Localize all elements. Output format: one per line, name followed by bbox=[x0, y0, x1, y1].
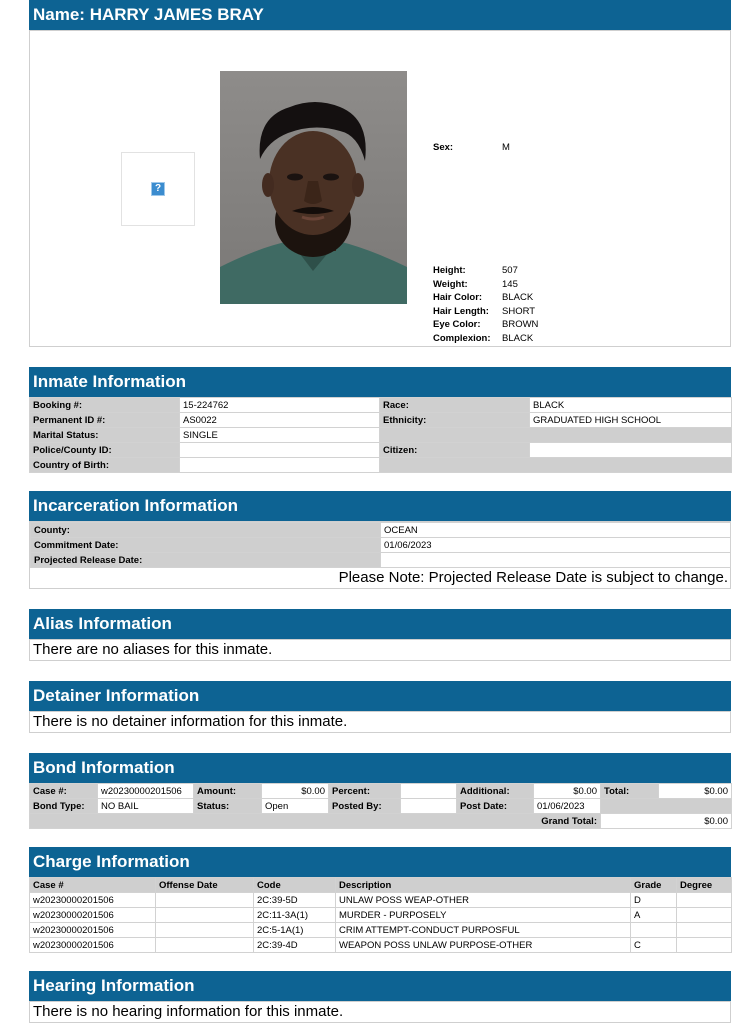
bond-amount-value: $0.00 bbox=[262, 784, 329, 799]
table-row bbox=[30, 458, 732, 473]
hearing-message: There is no hearing information for this inmate. bbox=[29, 1001, 731, 1023]
name-label: Name: bbox=[33, 5, 85, 24]
bond-percent-value bbox=[401, 784, 457, 799]
police-id-value bbox=[180, 443, 380, 458]
release-date-label: Projected Release Date: bbox=[31, 553, 381, 568]
broken-image-icon: ? bbox=[151, 182, 165, 196]
table-row bbox=[30, 799, 732, 814]
bond-additional-value: $0.00 bbox=[534, 784, 601, 799]
inmate-info-header: Inmate Information bbox=[29, 367, 731, 397]
grand-total-value: $0.00 bbox=[601, 814, 732, 829]
table-row bbox=[30, 413, 732, 428]
bond-post-date-value: 01/06/2023 bbox=[534, 799, 601, 814]
col-header-case: Case # bbox=[30, 878, 156, 893]
release-date-value bbox=[381, 553, 731, 568]
table-row: w20230000201506 2C:39-5D UNLAW POSS WEAP-OTHER D bbox=[30, 893, 732, 908]
marital-status-label: Marital Status: bbox=[30, 428, 180, 443]
citizen-label: Citizen: bbox=[380, 443, 530, 458]
hair-color-row: Hair Color: BLACK bbox=[433, 292, 534, 304]
bond-type-value: NO BAIL bbox=[98, 799, 194, 814]
table-row: w20230000201506 2C:5-1A(1) CRIM ATTEMPT-CONDUCT PURPOSFUL bbox=[30, 923, 732, 938]
physical-description bbox=[433, 264, 633, 346]
name-header bbox=[29, 0, 731, 30]
photo-placeholder bbox=[121, 152, 195, 226]
booking-label: Booking #: bbox=[30, 398, 180, 413]
table-row: w20230000201506 2C:11-3A(1) MURDER - PURPOSELY A bbox=[30, 908, 732, 923]
country-of-birth-label: Country of Birth: bbox=[30, 458, 180, 473]
table-row: w20230000201506 2C:39-4D WEAPON POSS UNLAW PURPOSE-OTHER C bbox=[30, 938, 732, 953]
commitment-date-label: Commitment Date: bbox=[31, 538, 381, 553]
police-id-label: Police/County ID: bbox=[30, 443, 180, 458]
charge-table bbox=[29, 877, 731, 953]
release-note: Please Note: Projected Release Date is subject to change. bbox=[338, 569, 728, 586]
bond-percent-label: Percent: bbox=[329, 784, 401, 799]
grand-total-label: Grand Total: bbox=[30, 814, 601, 829]
table-row bbox=[31, 538, 731, 553]
sex-label: Sex: bbox=[433, 142, 454, 153]
bond-status-label: Status: bbox=[194, 799, 262, 814]
bond-total-value: $0.00 bbox=[659, 784, 732, 799]
ethnicity-value: GRADUATED HIGH SCHOOL bbox=[530, 413, 732, 428]
bond-header: Bond Information bbox=[29, 753, 731, 783]
hair-length-row: Hair Length: SHORT bbox=[433, 305, 536, 317]
booking-value: 15-224762 bbox=[180, 398, 380, 413]
bond-posted-by-value bbox=[401, 799, 457, 814]
inmate-info-table bbox=[29, 397, 731, 473]
bond-amount-label: Amount: bbox=[194, 784, 262, 799]
sex-value: M bbox=[502, 142, 510, 153]
bond-posted-by-label: Posted By: bbox=[329, 799, 401, 814]
detainer-message: There is no detainer information for this inmate. bbox=[29, 711, 731, 733]
country-of-birth-value bbox=[180, 458, 380, 473]
bond-status-value: Open bbox=[262, 799, 329, 814]
col-header-description: Description bbox=[336, 878, 631, 893]
race-value: BLACK bbox=[530, 398, 732, 413]
bond-additional-label: Additional: bbox=[457, 784, 534, 799]
incarceration-panel bbox=[29, 521, 731, 589]
charge-header: Charge Information bbox=[29, 847, 731, 877]
marital-status-value: SINGLE bbox=[180, 428, 380, 443]
inmate-name: HARRY JAMES BRAY bbox=[89, 5, 264, 24]
table-row bbox=[30, 784, 732, 799]
col-header-degree: Degree bbox=[677, 878, 732, 893]
blank-cell bbox=[380, 458, 732, 473]
mugshot-photo bbox=[220, 71, 407, 304]
weight-row: Weight: 145 bbox=[433, 278, 518, 290]
table-row bbox=[30, 443, 732, 458]
blank-cell bbox=[380, 428, 732, 443]
complexion-row: Complexion: BLACK bbox=[433, 332, 534, 344]
table-row bbox=[30, 814, 732, 829]
alias-message: There are no aliases for this inmate. bbox=[29, 639, 731, 661]
commitment-date-value: 01/06/2023 bbox=[381, 538, 731, 553]
bond-case-value: w20230000201506 bbox=[98, 784, 194, 799]
sex-field bbox=[433, 141, 510, 155]
alias-header: Alias Information bbox=[29, 609, 731, 639]
eye-color-row: Eye Color: BROWN bbox=[433, 319, 539, 331]
table-row bbox=[30, 398, 732, 413]
ethnicity-label: Ethnicity: bbox=[380, 413, 530, 428]
county-label: County: bbox=[31, 523, 381, 538]
blank-cell bbox=[601, 799, 732, 814]
table-row bbox=[30, 428, 732, 443]
table-row bbox=[31, 523, 731, 538]
detainer-header: Detainer Information bbox=[29, 681, 731, 711]
table-row bbox=[31, 553, 731, 568]
bond-type-label: Bond Type: bbox=[30, 799, 98, 814]
col-header-offense-date: Offense Date bbox=[156, 878, 254, 893]
bond-total-label: Total: bbox=[601, 784, 659, 799]
incarceration-header: Incarceration Information bbox=[29, 491, 731, 521]
permanent-id-label: Permanent ID #: bbox=[30, 413, 180, 428]
bond-table bbox=[29, 783, 731, 829]
col-header-code: Code bbox=[254, 878, 336, 893]
hearing-header: Hearing Information bbox=[29, 971, 731, 1001]
bond-post-date-label: Post Date: bbox=[457, 799, 534, 814]
race-label: Race: bbox=[380, 398, 530, 413]
citizen-value bbox=[530, 443, 732, 458]
col-header-grade: Grade bbox=[631, 878, 677, 893]
bond-case-label: Case #: bbox=[30, 784, 98, 799]
permanent-id-value: AS0022 bbox=[180, 413, 380, 428]
table-header-row bbox=[30, 878, 732, 893]
height-row: Height: 507 bbox=[433, 265, 518, 276]
county-value: OCEAN bbox=[381, 523, 731, 538]
